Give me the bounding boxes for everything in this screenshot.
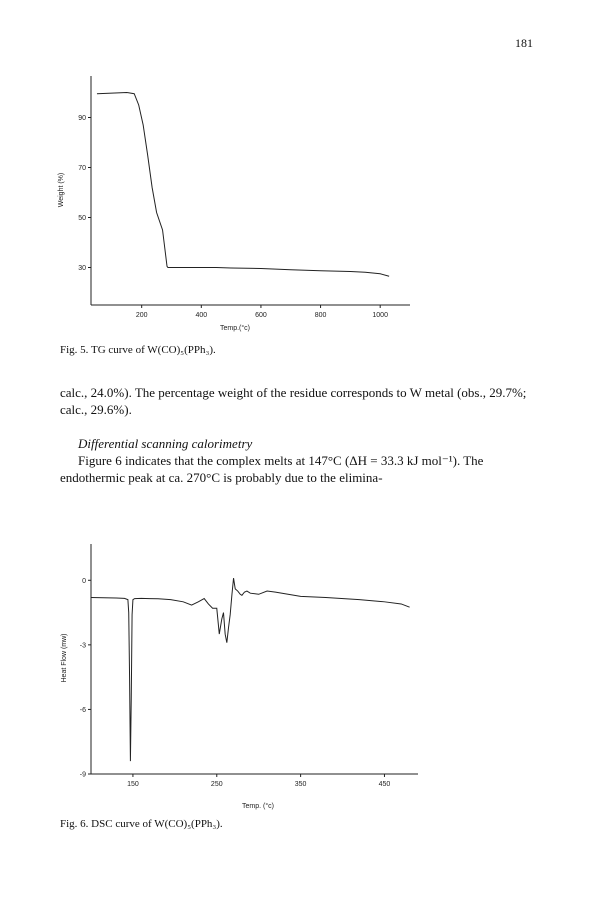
fig5-x-tick-label: 1000 [372, 312, 388, 319]
tg-curve-chart [0, 0, 595, 345]
paragraph-dsc: Figure 6 indicates that the complex melts at 147°C (ΔH = 33.3 kJ mol⁻¹). The endothermic peak at ca. 270°C is probably due to the elimina- [60, 453, 484, 485]
fig6-x-tick-label: 450 [378, 781, 391, 788]
fig6-x-tick-label: 250 [210, 781, 223, 788]
fig5-x-tick-label: 800 [314, 312, 327, 319]
page-number: 181 [515, 36, 533, 50]
fig5-ticks [78, 115, 388, 319]
fig6-ticks [80, 578, 391, 788]
fig5-y-tick-label: 90 [78, 115, 86, 122]
fig5-x-tick-label: 200 [135, 312, 148, 319]
fig5-x-axis-label: Temp.(°c) [219, 325, 251, 332]
paragraph-residue: calc., 24.0%). The percentage weight of the residue corresponds to W metal (obs., 29.7%; calc., 29.6%). [60, 385, 527, 417]
fig5-x-tick-label: 600 [255, 312, 267, 319]
fig6-y-tick-label: -9 [79, 771, 86, 779]
fig5-y-tick-label: 50 [78, 215, 86, 222]
section-heading: Differential scanning calorimetry [78, 436, 253, 451]
fig5-series-line [97, 93, 389, 277]
fig6-x-tick-label: 150 [127, 781, 139, 788]
fig6-y-tick-label: -6 [79, 706, 86, 714]
dsc-curve-chart [0, 540, 595, 815]
fig6-y-tick-label: 0 [82, 577, 86, 585]
fig6-y-tick-label: -3 [79, 642, 86, 650]
fig5-caption: Fig. 5. TG curve of W(CO)₅(PPh₃). [60, 344, 216, 356]
fig5-y-tick-label: 30 [78, 265, 86, 272]
fig6-x-axis-label: Temp. (°c) [242, 803, 274, 810]
fig5-x-tick-label: 400 [195, 312, 208, 319]
fig5-y-tick-label: 70 [78, 165, 86, 172]
fig6-x-tick-label: 350 [294, 781, 307, 788]
fig6-series-line [91, 578, 410, 761]
fig5-y-axis-label: Weight (%) [58, 172, 65, 208]
fig6-y-axis-label: Heat Flow (mw) [61, 633, 68, 683]
fig6-caption: Fig. 6. DSC curve of W(CO)₅(PPh₃). [60, 818, 223, 830]
